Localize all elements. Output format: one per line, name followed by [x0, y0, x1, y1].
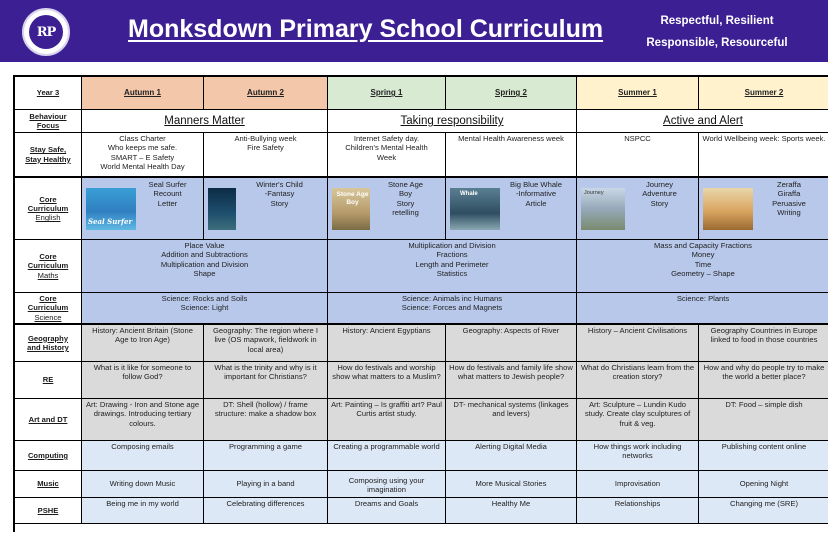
row-label-behaviour: Behaviour Focus — [15, 110, 82, 133]
page-title: Monksdown Primary School Curriculum — [128, 15, 604, 43]
page-header — [0, 0, 828, 62]
geography-history-autumn2: Geography: The region where I live (OS mapwork, fieldwork in local area) — [204, 325, 328, 362]
seal-surfer-book-cover-icon: Seal Surfer — [86, 188, 136, 230]
computing-autumn1: Composing emails — [82, 441, 204, 471]
curriculum-table — [13, 75, 828, 532]
music-spring1: Composing using your imagination — [328, 471, 446, 498]
stay-safe-autumn2: Anti-Bullying week Fire Safety — [204, 133, 328, 178]
row-label-maths: Core Curriculum Maths — [15, 240, 82, 293]
behaviour-autumn: Manners Matter — [82, 110, 328, 133]
values-line-1: Respectful, Resilient — [660, 15, 774, 27]
english-autumn1: Seal Surfer Seal Surfer Recount Letter — [82, 178, 204, 240]
stay-safe-autumn1: Class Charter Who keeps me safe. SMART – E Safety World Mental Health Day — [82, 133, 204, 178]
re-summer1: What do Christians learn from the creation story? — [577, 362, 699, 399]
zeraffa-giraffa-book-cover-icon — [703, 188, 753, 230]
row-label-science: Core Curriculum Science — [15, 293, 82, 325]
art-dt-autumn2: DT: Shell (hollow) / frame structure: make a shadow box — [204, 399, 328, 441]
term-header-spring2: Spring 2 — [446, 77, 577, 110]
computing-spring1: Creating a programmable world — [328, 441, 446, 471]
music-summer2: Opening Night — [699, 471, 828, 498]
english-summer1: Journey Journey Adventure Story — [577, 178, 699, 240]
school-values — [622, 10, 812, 54]
year-label: Year 3 — [15, 77, 82, 110]
stay-safe-spring1: Internet Safety day. Children's Mental Health Week — [328, 133, 446, 178]
re-summer2: How and why do people try to make the world a better place? — [699, 362, 828, 399]
big-blue-whale-book-cover-icon: Whale — [450, 188, 500, 230]
art-dt-summer1: Art: Sculpture – Lundin Kudo study. Create clay sculptures of fruit & veg. — [577, 399, 699, 441]
row-label-music: Music — [15, 471, 82, 498]
pshe-spring2: Healthy Me — [446, 498, 577, 524]
art-dt-spring2: DT- mechanical systems (linkages and levers) — [446, 399, 577, 441]
science-summer: Science: Plants — [577, 293, 828, 325]
geography-history-summer1: History – Ancient Civilisations — [577, 325, 699, 362]
row-label-stay-safe: Stay Safe, Stay Healthy — [15, 133, 82, 178]
journey-book-cover-icon: Journey — [581, 188, 625, 230]
geography-history-spring2: Geography: Aspects of River — [446, 325, 577, 362]
term-header-spring1: Spring 1 — [328, 77, 446, 110]
computing-summer2: Publishing content online — [699, 441, 828, 471]
re-autumn1: What is it like for someone to follow God? — [82, 362, 204, 399]
english-summer2: Zeraffa Giraffa Peruasive Writing — [699, 178, 828, 240]
term-header-summer2: Summer 2 — [699, 77, 828, 110]
maths-autumn: Place Value Addition and Subtractions Multiplication and Division Shape — [82, 240, 328, 293]
art-dt-spring1: Art: Painting – Is graffiti art? Paul Curtis artist study. — [328, 399, 446, 441]
term-header-summer1: Summer 1 — [577, 77, 699, 110]
behaviour-summer: Active and Alert — [577, 110, 828, 133]
music-autumn1: Writing down Music — [82, 471, 204, 498]
stay-safe-summer1: NSPCC — [577, 133, 699, 178]
row-label-computing: Computing — [15, 441, 82, 471]
term-header-autumn1: Autumn 1 — [82, 77, 204, 110]
row-label-pshe: PSHE — [15, 498, 82, 524]
school-crest-icon: RP — [29, 15, 63, 49]
pshe-spring1: Dreams and Goals — [328, 498, 446, 524]
row-label-geography-history: Geography and History — [15, 325, 82, 362]
re-spring2: How do festivals and family life show what matters to Jewish people? — [446, 362, 577, 399]
term-header-autumn2: Autumn 2 — [204, 77, 328, 110]
music-spring2: More Musical Stories — [446, 471, 577, 498]
pshe-summer1: Relationships — [577, 498, 699, 524]
geography-history-autumn1: History: Ancient Britain (Stone Age to Iron Age) — [82, 325, 204, 362]
pshe-autumn2: Celebrating differences — [204, 498, 328, 524]
winters-child-book-cover-icon — [208, 188, 236, 230]
music-autumn2: Playing in a band — [204, 471, 328, 498]
row-label-re: RE — [15, 362, 82, 399]
row-label-english: Core Curriculum English — [15, 178, 82, 240]
stay-safe-spring2: Mental Health Awareness week — [446, 133, 577, 178]
pshe-autumn1: Being me in my world — [82, 498, 204, 524]
music-summer1: Improvisation — [577, 471, 699, 498]
re-autumn2: What is the trinity and why is it important for Christians? — [204, 362, 328, 399]
computing-autumn2: Programming a game — [204, 441, 328, 471]
computing-summer1: How things work including networks — [577, 441, 699, 471]
behaviour-spring: Taking responsibility — [328, 110, 577, 133]
maths-spring: Multiplication and Division Fractions Length and Perimeter Statistics — [328, 240, 577, 293]
stay-safe-summer2: World Wellbeing week: Sports week. — [699, 133, 828, 178]
art-dt-summer2: DT: Food – simple dish — [699, 399, 828, 441]
english-autumn2: Winter's Child -Fantasy Story — [204, 178, 328, 240]
art-dt-autumn1: Art: Drawing - Iron and Stone age drawings. Introducing tertiary colours. — [82, 399, 204, 441]
school-logo — [22, 8, 70, 56]
stone-age-boy-book-cover-icon: Stone Age Boy — [332, 188, 370, 230]
science-autumn: Science: Rocks and Soils Science: Light — [82, 293, 328, 325]
re-spring1: How do festivals and worship show what matters to a Muslim? — [328, 362, 446, 399]
english-spring1: Stone Age Boy Stone Age Boy Story retelling — [328, 178, 446, 240]
computing-spring2: Alerting Digital Media — [446, 441, 577, 471]
values-line-2: Responsible, Resourceful — [646, 37, 788, 49]
science-spring: Science: Animals inc Humans Science: Forces and Magnets — [328, 293, 577, 325]
pshe-summer2: Changing me (SRE) — [699, 498, 828, 524]
geography-history-spring1: History: Ancient Egyptians — [328, 325, 446, 362]
row-label-art-dt: Art and DT — [15, 399, 82, 441]
geography-history-summer2: Geography Countries in Europe linked to food in those countries — [699, 325, 828, 362]
english-spring2: Whale Big Blue Whale -Informative Article — [446, 178, 577, 240]
maths-summer: Mass and Capacity Fractions Money Time Geometry – Shape — [577, 240, 828, 293]
